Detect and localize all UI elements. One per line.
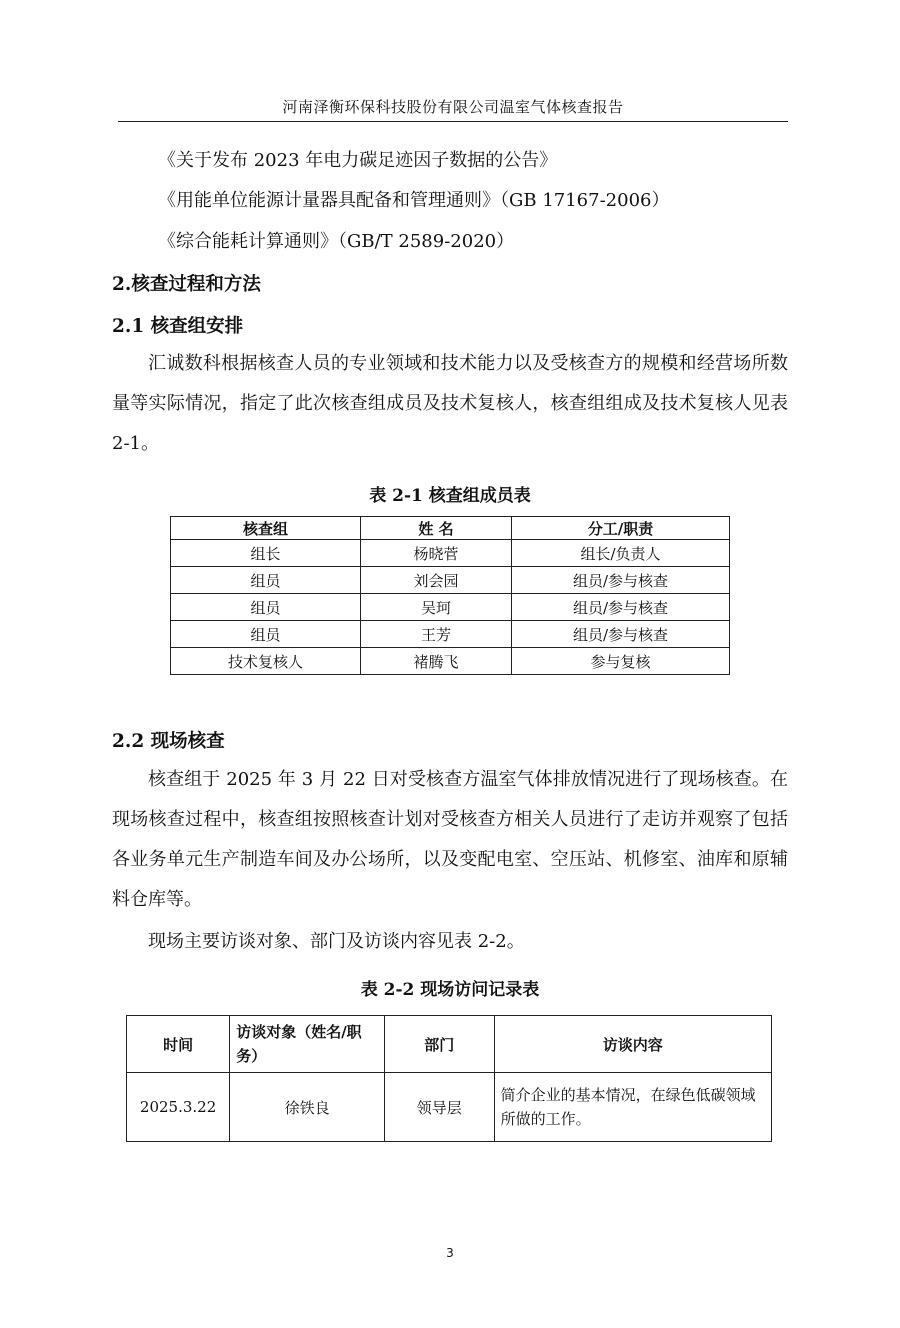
table-row bbox=[127, 1073, 772, 1142]
table-row bbox=[171, 540, 730, 567]
table-2-1-caption: 表 2-1 核查组成员表 bbox=[369, 486, 531, 506]
table-row bbox=[171, 648, 730, 675]
table-cell: 组长 bbox=[171, 540, 361, 567]
table-cell: 2025.3.22 bbox=[127, 1073, 230, 1142]
reference-1: 《关于发布 2023 年电力碳足迹因子数据的公告》 bbox=[158, 150, 558, 171]
table-cell: 组员/参与核查 bbox=[511, 594, 729, 621]
table-2-2-caption: 表 2-2 现场访问记录表 bbox=[360, 980, 540, 1000]
interview-record-table bbox=[126, 1015, 772, 1142]
table-cell: 技术复核人 bbox=[171, 648, 361, 675]
table-cell: 组员 bbox=[171, 567, 361, 594]
table-row bbox=[171, 621, 730, 648]
reference-2: 《用能单位能源计量器具配备和管理通则》（GB 17167-2006） bbox=[158, 190, 670, 211]
header-cell: 访谈内容 bbox=[494, 1016, 771, 1073]
table-cell: 组员 bbox=[171, 594, 361, 621]
table-cell: 吴珂 bbox=[361, 594, 512, 621]
table-cell: 组员/参与核查 bbox=[511, 621, 729, 648]
header-cell: 分工/职责 bbox=[511, 517, 729, 540]
section-2-1-title: 2.1 核查组安排 bbox=[112, 316, 244, 337]
reference-3: 《综合能耗计算通则》（GB/T 2589-2020） bbox=[158, 231, 515, 252]
table-cell: 组长/负责人 bbox=[511, 540, 729, 567]
table-cell: 简介企业的基本情况，在绿色低碳领域所做的工作。 bbox=[494, 1073, 771, 1142]
table-cell: 刘会园 bbox=[361, 567, 512, 594]
header-cell: 时间 bbox=[127, 1016, 230, 1073]
header-cell: 核查组 bbox=[171, 517, 361, 540]
section-2-2-paragraph-2: 现场主要访谈对象、部门及访谈内容见表 2-2。 bbox=[148, 931, 525, 952]
table-header-row bbox=[127, 1016, 772, 1073]
page-number: 3 bbox=[446, 1246, 454, 1260]
header-cell: 姓 名 bbox=[361, 517, 512, 540]
table-cell: 王芳 bbox=[361, 621, 512, 648]
table-cell: 参与复核 bbox=[511, 648, 729, 675]
section-2-2-paragraph-1: 核查组于 2025 年 3 月 22 日对受核查方温室气体排放情况进行了现场核查。在现场核查过程中，核查组按照核查计划对受核查方相关人员进行了走访并观察了包括各业务单元生产制造车间及办公场所，以及变配电室、空压站、机修室、油库和原辅料仓库等。 bbox=[112, 769, 788, 910]
header-divider bbox=[118, 121, 788, 122]
header-cell: 部门 bbox=[384, 1016, 494, 1073]
section-2-title: 2.核查过程和方法 bbox=[112, 274, 261, 295]
header-cell: 访谈对象（姓名/职务） bbox=[230, 1016, 385, 1073]
table-cell: 褚腾飞 bbox=[361, 648, 512, 675]
report-header-title: 河南泽衡环保科技股份有限公司温室气体核查报告 bbox=[282, 98, 624, 116]
table-row bbox=[171, 567, 730, 594]
table-cell: 组员 bbox=[171, 621, 361, 648]
table-cell: 杨晓菅 bbox=[361, 540, 512, 567]
table-row bbox=[171, 594, 730, 621]
table-cell: 领导层 bbox=[384, 1073, 494, 1142]
table-cell: 徐铁良 bbox=[230, 1073, 385, 1142]
section-2-1-paragraph: 汇诚数科根据核查人员的专业领域和技术能力以及受核查方的规模和经营场所数量等实际情况，指定了此次核查组成员及技术复核人，核查组组成及技术复核人见表 2-1。 bbox=[112, 353, 788, 454]
team-members-table bbox=[170, 516, 730, 675]
table-cell: 组员/参与核查 bbox=[511, 567, 729, 594]
table-header-row bbox=[171, 517, 730, 540]
section-2-2-title: 2.2 现场核查 bbox=[112, 731, 225, 752]
